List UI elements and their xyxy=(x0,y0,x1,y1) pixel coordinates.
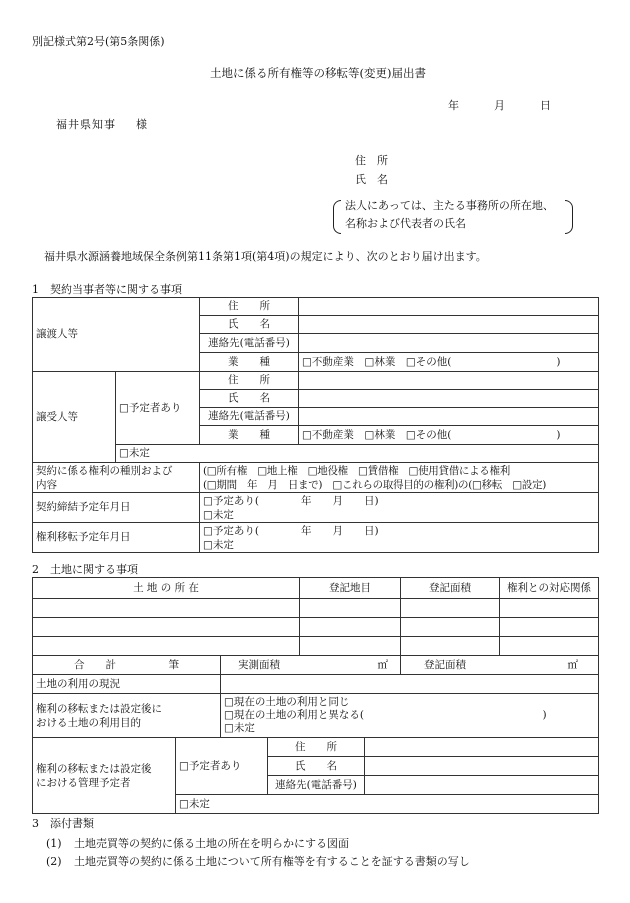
transferor-label: 譲渡人等 xyxy=(33,298,200,372)
rights-type-options-line2[interactable]: (□期間 年 月 日まで) □これらの取得目的の権利)の(□移転 □設定) xyxy=(203,478,547,491)
date-day: 日 xyxy=(540,99,551,112)
registered-area-unit: ㎡ xyxy=(567,659,579,671)
land-location-cell[interactable] xyxy=(33,599,300,618)
land-category-cell[interactable] xyxy=(300,618,401,637)
contract-date-label: 契約締結予定年月日 xyxy=(33,493,200,523)
transferee-contact-label: 連絡先(電話番号) xyxy=(200,408,299,426)
registered-area-total-label: 登記面積 xyxy=(424,658,467,671)
manager-name-value[interactable] xyxy=(365,757,599,776)
rights-type-options-line1[interactable]: (□所有権 □地上権 □地役権 □賃借権 □使用貸借による権利 xyxy=(203,464,510,477)
manager-label-line1: 権利の移転または設定後 xyxy=(36,762,152,775)
current-use-label: 土地の利用の現況 xyxy=(33,675,221,694)
rights-relation-cell[interactable] xyxy=(500,618,599,637)
col-land-location: 土 地 の 所 在 xyxy=(33,578,300,599)
transferee-undecided-checkbox[interactable]: □未定 xyxy=(116,445,599,463)
contract-date-undecided[interactable]: □未定 xyxy=(203,508,234,521)
form-number: 別記様式第2号(第5条関係) xyxy=(32,35,165,48)
section3-heading: 3 添付書類 xyxy=(32,817,94,830)
transferor-contact-label: 連絡先(電話番号) xyxy=(200,334,299,353)
registered-area-cell[interactable] xyxy=(401,637,500,656)
manager-address-label: 住 所 xyxy=(268,738,365,757)
manager-contact-label: 連絡先(電話番号) xyxy=(268,776,365,795)
manager-table xyxy=(32,737,599,814)
transferor-name-value[interactable] xyxy=(299,316,599,334)
section1-heading: 1 契約当事者等に関する事項 xyxy=(32,283,182,296)
submitter-name-label: 氏 名 xyxy=(355,173,388,186)
corporate-note-line2: 名称および代表者の氏名 xyxy=(345,217,466,230)
rights-type-label-line1: 契約に係る権利の種別および xyxy=(36,464,173,477)
intro-text: 福井県水源涵養地域保全条例第11条第1項(第4項)の規定により、次のとおり届け出ます。 xyxy=(44,250,487,263)
transferee-label: 譲受人等 xyxy=(33,372,116,463)
manager-address-value[interactable] xyxy=(365,738,599,757)
transferor-contact-value[interactable] xyxy=(299,334,599,353)
registered-area-cell[interactable] xyxy=(401,599,500,618)
transferee-contact-value[interactable] xyxy=(299,408,599,426)
transfer-date-options[interactable] xyxy=(200,523,599,553)
attachment-item-1-num: (1) xyxy=(46,837,62,850)
transferee-planned-checkbox[interactable]: □予定者あり xyxy=(116,372,200,445)
transfer-date-undecided[interactable]: □未定 xyxy=(203,538,234,551)
transferor-industry-label: 業 種 xyxy=(200,353,299,372)
addressee-name: 福井県知事 xyxy=(56,118,116,131)
attachment-item-2-num: (2) xyxy=(46,855,62,868)
land-category-cell[interactable] xyxy=(300,637,401,656)
date-month: 月 xyxy=(494,99,505,112)
col-registered-area: 登記面積 xyxy=(401,578,500,599)
col-land-category: 登記地目 xyxy=(300,578,401,599)
corporate-note-line1: 法人にあっては、主たる事務所の所在地、 xyxy=(345,199,554,212)
rights-type-label xyxy=(33,463,200,493)
transferor-name-label: 氏 名 xyxy=(200,316,299,334)
manager-label xyxy=(33,738,176,814)
transferor-address-label: 住 所 xyxy=(200,298,299,316)
transferee-industry-options[interactable]: □不動産業 □林業 □その他( ) xyxy=(299,426,599,445)
measured-area-label: 実測面積 xyxy=(238,658,280,671)
submitter-address-label: 住 所 xyxy=(355,154,388,167)
registered-area-cell[interactable] xyxy=(401,618,500,637)
rights-type-options[interactable] xyxy=(200,463,599,493)
attachment-item-1-text: 土地売買等の契約に係る土地の所在を明らかにする図面 xyxy=(74,837,349,850)
manager-contact-value[interactable] xyxy=(365,776,599,795)
land-location-cell[interactable] xyxy=(33,618,300,637)
transfer-date-planned[interactable]: □予定あり( 年 月 日) xyxy=(203,524,379,537)
section2-heading: 2 土地に関する事項 xyxy=(32,563,138,576)
addressee-honorific: 様 xyxy=(136,118,147,131)
form-title: 土地に係る所有権等の移転等(変更)届出書 xyxy=(210,66,426,80)
use-purpose-same[interactable]: □現在の土地の利用と同じ xyxy=(224,696,350,708)
manager-undecided-checkbox[interactable]: □未定 xyxy=(176,795,599,814)
manager-planned-checkbox[interactable]: □予定者あり xyxy=(176,738,268,795)
rights-type-label-line2: 内容 xyxy=(36,478,57,491)
use-purpose-label-line1: 権利の移転または設定後に xyxy=(36,702,162,715)
manager-label-line2: における管理予定者 xyxy=(36,776,131,789)
use-purpose-options[interactable] xyxy=(221,694,599,738)
measured-area-cell[interactable] xyxy=(221,656,401,675)
contract-parties-table xyxy=(32,297,599,553)
manager-name-label: 氏 名 xyxy=(268,757,365,776)
transferor-address-value[interactable] xyxy=(299,298,599,316)
land-category-cell[interactable] xyxy=(300,599,401,618)
current-use-value[interactable] xyxy=(221,675,599,694)
attachment-item-2-text: 土地売買等の契約に係る土地について所有権等を有することを証する書類の写し xyxy=(74,855,470,868)
total-parcels-label: 合 計 筆 xyxy=(33,656,221,675)
date-year: 年 xyxy=(448,99,459,112)
land-row xyxy=(33,637,599,656)
land-table xyxy=(32,577,599,738)
contract-date-planned[interactable]: □予定あり( 年 月 日) xyxy=(203,494,379,507)
contract-date-options[interactable] xyxy=(200,493,599,523)
registered-area-total-cell[interactable] xyxy=(401,656,599,675)
use-purpose-undecided[interactable]: □未定 xyxy=(224,722,255,734)
use-purpose-label-line2: おける土地の利用目的 xyxy=(36,716,141,729)
use-purpose-different[interactable]: □現在の土地の利用と異なる( ) xyxy=(224,709,547,721)
rights-relation-cell[interactable] xyxy=(500,637,599,656)
land-row xyxy=(33,599,599,618)
transferee-address-value[interactable] xyxy=(299,372,599,390)
land-row xyxy=(33,618,599,637)
use-purpose-label xyxy=(33,694,221,738)
land-location-cell[interactable] xyxy=(33,637,300,656)
transferee-name-value[interactable] xyxy=(299,390,599,408)
transferee-name-label: 氏 名 xyxy=(200,390,299,408)
transferor-industry-options[interactable]: □不動産業 □林業 □その他( ) xyxy=(299,353,599,372)
transferee-industry-label: 業 種 xyxy=(200,426,299,445)
col-rights-relation: 権利との対応関係 xyxy=(500,578,599,599)
transfer-date-label: 権利移転予定年月日 xyxy=(33,523,200,553)
transferee-address-label: 住 所 xyxy=(200,372,299,390)
rights-relation-cell[interactable] xyxy=(500,599,599,618)
measured-area-unit: ㎡ xyxy=(377,659,389,671)
